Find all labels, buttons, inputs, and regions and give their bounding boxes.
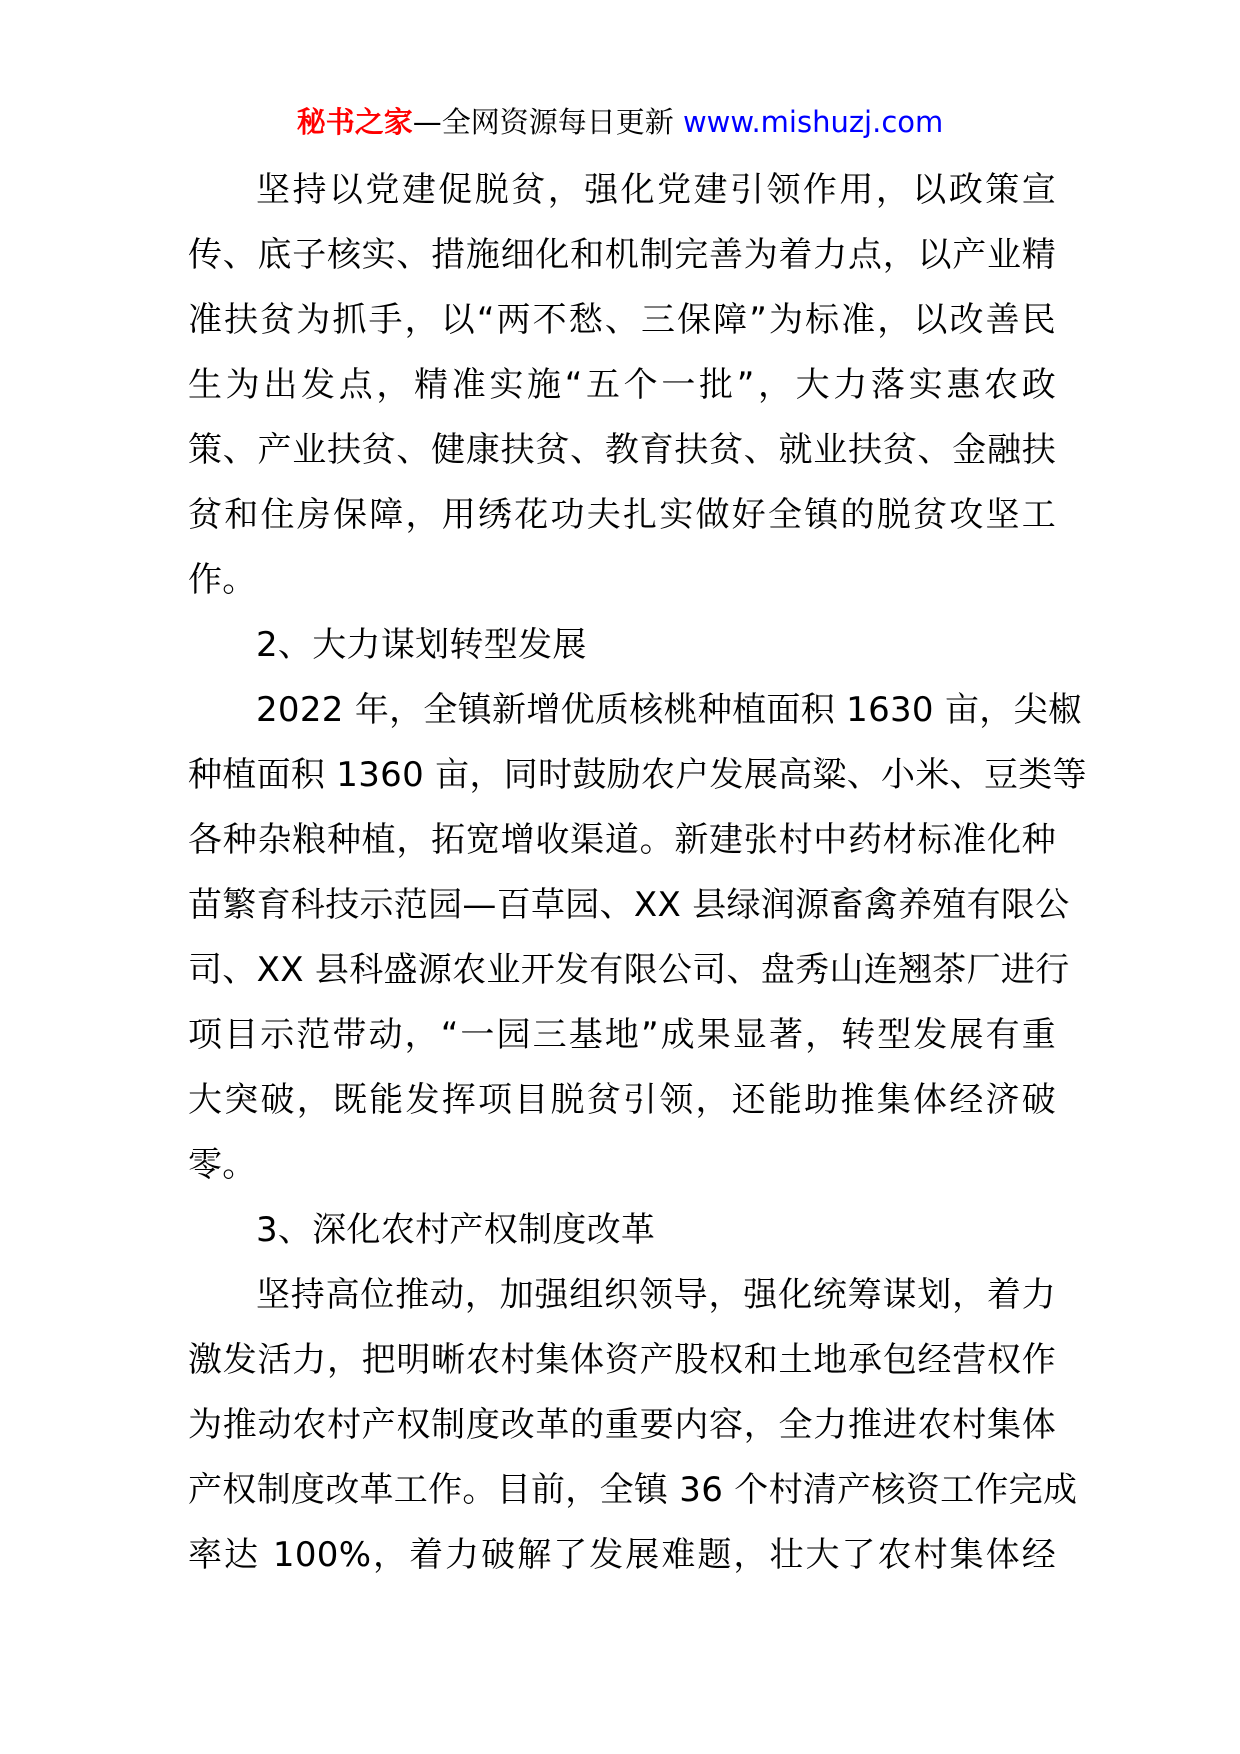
paragraph-line: 零。: [188, 1145, 257, 1185]
paragraph-line: 为推动农村产权制度改革的重要内容，全力推进农村集体: [188, 1405, 1056, 1445]
site-header: [0, 102, 1240, 142]
paragraph-line: 准扶贫为抓手，以“两不愁、三保障”为标准，以改善民: [188, 300, 1056, 340]
paragraph-line: 产权制度改革工作。目前，全镇 36 个村清产核资工作完成: [188, 1470, 1078, 1510]
paragraph-line: 贫和住房保障，用绣花功夫扎实做好全镇的脱贫攻坚工: [188, 495, 1056, 535]
paragraph-line: 生为出发点，精准实施“五个一批”，大力落实惠农政: [188, 365, 1056, 405]
section-heading: 2、大力谋划转型发展: [256, 625, 587, 665]
paragraph-line: 大突破，既能发挥项目脱贫引领，还能助推集体经济破: [188, 1080, 1056, 1120]
site-brand: 秘书之家: [296, 105, 413, 139]
paragraph-line: 坚持高位推动，加强组织领导，强化统筹谋划，着力: [256, 1275, 1056, 1315]
paragraph-line: 种植面积 1360 亩，同时鼓励农户发展高粱、小米、豆类等: [188, 755, 1087, 795]
paragraph-line: 传、底子核实、措施细化和机制完善为着力点，以产业精: [188, 235, 1056, 275]
site-tagline: —全网资源每日更新: [412, 105, 683, 139]
site-url-link[interactable]: www.mishuzj.com: [682, 105, 944, 139]
paragraph-line: 作。: [188, 560, 257, 600]
paragraph-line: 2022 年，全镇新增优质核桃种植面积 1630 亩，尖椒: [256, 690, 1083, 730]
paragraph-line: 项目示范带动，“一园三基地”成果显著，转型发展有重: [188, 1015, 1056, 1055]
paragraph-line: 率达 100%，着力破解了发展难题，壮大了农村集体经: [188, 1535, 1056, 1575]
document-body: [188, 158, 1087, 1588]
paragraph-line: 激发活力，把明晰农村集体资产股权和土地承包经营权作: [188, 1340, 1056, 1380]
paragraph-line: 坚持以党建促脱贫，强化党建引领作用，以政策宣: [256, 170, 1056, 210]
paragraph-line: 苗繁育科技示范园—百草园、XX 县绿润源畜禽养殖有限公: [188, 885, 1070, 925]
paragraph-line: 各种杂粮种植，拓宽增收渠道。新建张村中药材标准化种: [188, 820, 1056, 860]
section-heading: 3、深化农村产权制度改革: [256, 1210, 656, 1250]
paragraph-line: 策、产业扶贫、健康扶贫、教育扶贫、就业扶贫、金融扶: [188, 430, 1056, 470]
paragraph-line: 司、XX 县科盛源农业开发有限公司、盘秀山连翘茶厂进行: [188, 950, 1070, 990]
